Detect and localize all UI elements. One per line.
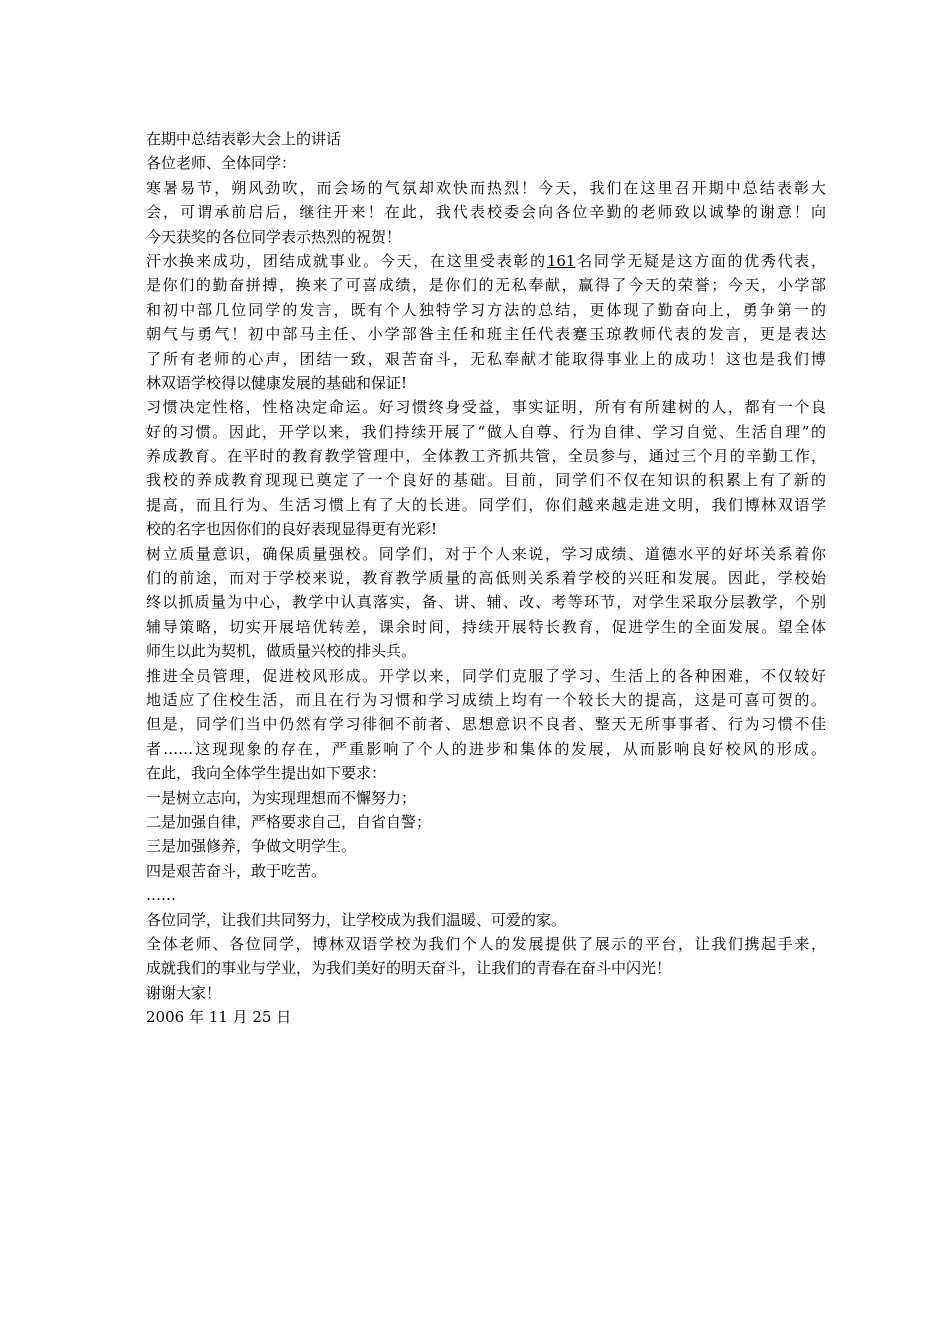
thanks: 谢谢大家！ [146, 983, 222, 1002]
paragraph-habits [146, 395, 826, 541]
document-page [146, 127, 826, 1029]
paragraph-line: 寒暑易节，朔风劲吹，而会场的气氛却欢快而热烈！今天，我们在这里召开期中总结表彰大 [146, 178, 826, 197]
text-segment: 名同学无疑是这方面的优秀代表， [575, 251, 826, 270]
paragraph-success [146, 249, 826, 395]
paragraph-line: 是你们的勤奋拼搏，换来了可喜成绩，是你们的无私奉献，赢得了今天的荣誉；今天，小学部 [146, 276, 826, 295]
paragraph-line: 了所有老师的心声，团结一致，艰苦奋斗，无私奉献才能取得事业上的成功！这也是我们博 [146, 349, 826, 368]
requirement-item: 二是加强自律，严格要求自己，自省自警； [146, 812, 432, 831]
paragraph-line: 们的前途，而对于学校来说，教育教学质量的高低则关系着学校的兴旺和发展。因此，学校始 [146, 569, 826, 588]
date: 2006 年 11 月 25 日 [146, 1008, 292, 1027]
requirements-intro: 在此，我向全体学生提出如下要求： [146, 764, 387, 783]
paragraph-line: 推进全员管理，促进校风形成。开学以来，同学们克服了学习、生活上的各种困难，不仅较好 [146, 666, 826, 685]
award-count: 161 [546, 251, 576, 270]
paragraph-line: 今天获奖的各位同学表示热烈的祝贺！ [146, 227, 402, 246]
paragraph-line: 习惯决定性格，性格决定命运。好习惯终身受益，事实证明，所有有所建树的人，都有一个良 [146, 398, 826, 417]
paragraph-line: 辅导策略，切实开展培优转差，课余时间，持续开展特长教育，促进学生的全面发展。望全体 [146, 617, 826, 636]
paragraph-quality [146, 542, 826, 664]
paragraph-line: 校的名字也因你们的良好表现显得更有光彩! [146, 520, 438, 539]
text-segment: 汗水换来成功，团结成就事业。今天，在这里受表彰的 [146, 251, 547, 270]
paragraph-line: 但是，同学们当中仍然有学习徘徊不前者、思想意识不良者、整天无所事事者、行为习惯不佳 [146, 715, 826, 734]
paragraph-line: 者……这现现象的存在，严重影响了个人的进步和集体的发展，从而影响良好校风的形成。 [146, 739, 826, 758]
paragraph-line: 成就我们的事业与学业，为我们美好的明天奋斗，让我们的青春在奋斗中闪光！ [146, 959, 672, 978]
paragraph-line: 我校的养成教育现现已奠定了一个良好的基础。目前，同学们不仅在知识的积累上有了新的 [146, 471, 826, 490]
requirement-item: 一是树立志向，为实现理想而不懈努力； [146, 788, 417, 807]
paragraph-appeal: 各位同学，让我们共同努力，让学校成为我们温暖、可爱的家。 [146, 910, 567, 929]
paragraph-closing [146, 932, 826, 981]
paragraph-line [146, 249, 826, 273]
requirement-item: 三是加强修养，争做文明学生。 [146, 837, 357, 856]
paragraph-opening [146, 176, 826, 249]
paragraph-line: 提高，而且行为、生活习惯上有了大的长进。同学们，你们越来越走进文明，我们博林双语学 [146, 495, 826, 514]
paragraph-line: 养成教育。在平时的教育教学管理中，全体教工齐抓共管，全员参与，通过三个月的辛勤工作， [146, 447, 826, 466]
paragraph-line: 会，可谓承前启后，继往开来！在此，我代表校委会向各位辛勤的老师致以诚挚的谢意！向 [146, 203, 826, 222]
document-title: 在期中总结表彰大会上的讲话 [146, 130, 342, 148]
paragraph-line: 林双语学校得以健康发展的基础和保证! [146, 373, 408, 392]
paragraph-line: 全体老师、各位同学，博林双语学校为我们个人的发展提供了展示的平台，让我们携起手来， [146, 934, 826, 953]
paragraph-management [146, 664, 826, 762]
paragraph-line: 朝气与勇气！初中部马主任、小学部昝主任和班主任代表蹇玉琼教师代表的发言，更是表达 [146, 325, 826, 344]
paragraph-line: 终以抓质量为中心，教学中认真落实，备、讲、辅、改、考等环节，对学生采取分层教学，个别 [146, 593, 826, 612]
salutation: 各位老师、全体同学： [146, 154, 297, 173]
paragraph-line: 地适应了住校生活，而且在行为习惯和学习成绩上均有一个较长大的提高，这是可喜可贺的。 [146, 690, 826, 709]
paragraph-line: 和初中部几位同学的发言，既有个人独特学习方法的总结，更体现了勤奋向上，勇争第一的 [146, 300, 826, 319]
requirement-item: 四是艰苦奋斗，敢于吃苦。 [146, 861, 327, 880]
ellipsis: …… [146, 886, 176, 905]
paragraph-line: 师生以此为契机，做质量兴校的排头兵。 [146, 642, 417, 661]
paragraph-line: 树立质量意识，确保质量强校。同学们，对于个人来说，学习成绩、道德水平的好坏关系着你 [146, 544, 826, 563]
paragraph-line: 好的习惯。因此，开学以来，我们持续开展了“做人自尊、行为自律、学习自觉、生活自理”的 [146, 422, 826, 441]
